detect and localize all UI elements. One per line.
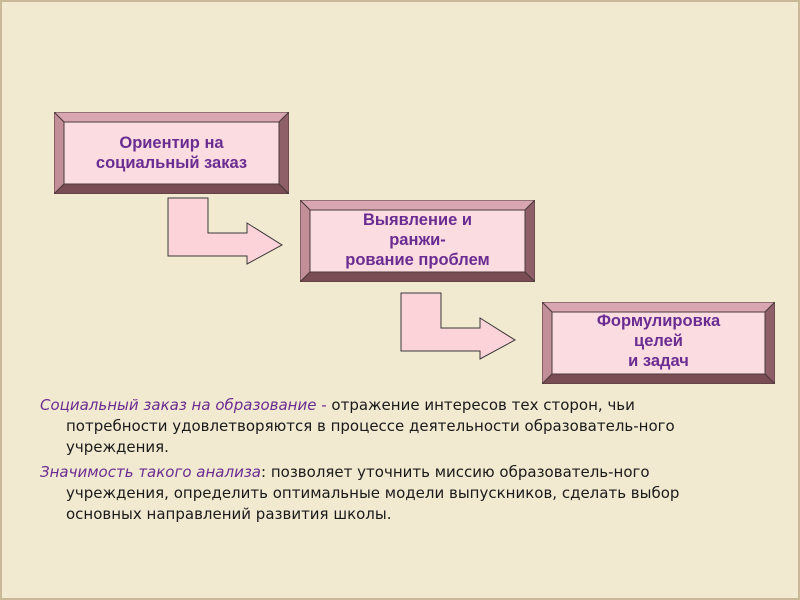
description-text: [40, 395, 740, 529]
definition-body: отражение интересов тех сторон, чьи потребности удовлетворяются в процессе деятельности образователь-ного учреждения.: [66, 396, 675, 456]
significance-term: Значимость такого анализа: [40, 463, 262, 481]
box-problem-ranking: [300, 200, 535, 282]
bent-arrow-1-icon: [167, 197, 287, 267]
significance-paragraph: [40, 462, 740, 525]
definition-term: Социальный заказ на образование: [40, 396, 317, 414]
significance-body: позволяет уточнить миссию образователь-ного учреждения, определить оптимальные модели выпускников, сделать выбор основных направлений развития школы.: [66, 463, 680, 523]
box-goals-tasks-label: Формулировка целей и задач: [596, 312, 721, 370]
box-goals-tasks: [542, 302, 775, 384]
significance-colon: :: [261, 463, 267, 481]
box-problem-ranking-label: Выявление и ранжи- рование проблем: [345, 211, 490, 269]
definition-dash: -: [316, 396, 332, 414]
box-social-order: [54, 112, 289, 194]
box-social-order-label: Ориентир на социальный заказ: [95, 134, 248, 172]
definition-paragraph: [40, 395, 740, 458]
bent-arrow-2-icon: [400, 292, 520, 362]
